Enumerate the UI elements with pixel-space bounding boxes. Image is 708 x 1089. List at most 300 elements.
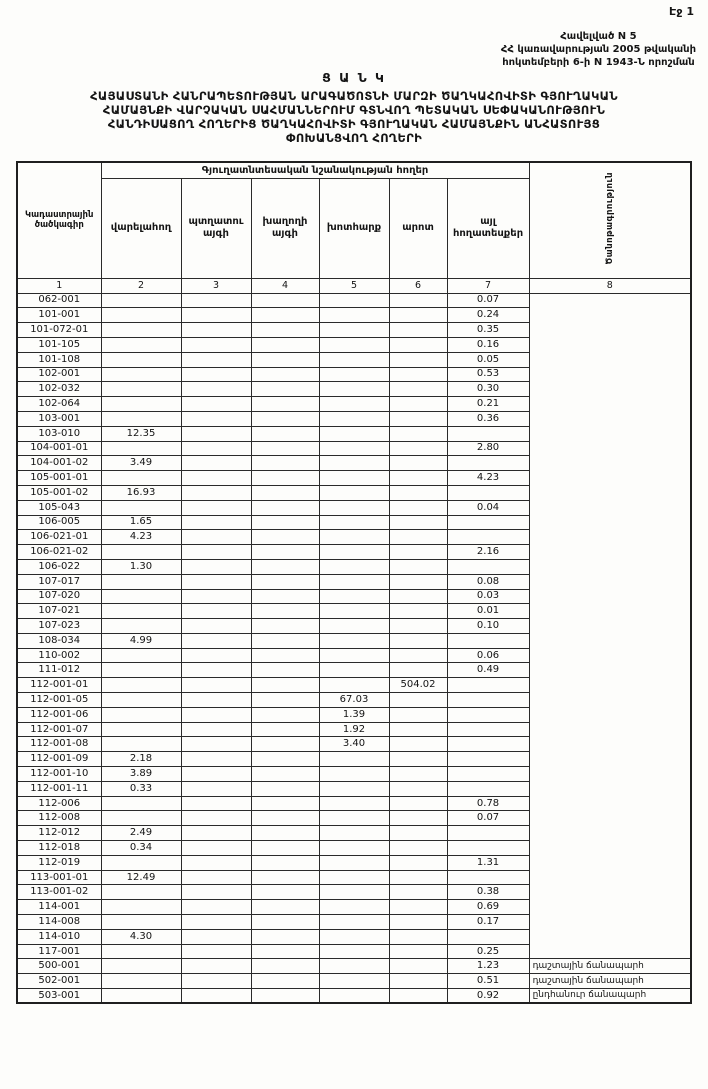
area-value-cell — [181, 604, 251, 619]
cadastral-code-cell: 114-001 — [17, 900, 101, 915]
area-value-cell: 0.30 — [447, 382, 529, 397]
annex-reference — [501, 30, 696, 69]
area-value-cell — [181, 308, 251, 323]
area-value-cell — [389, 308, 447, 323]
area-value-cell — [319, 989, 389, 1004]
note-cell — [529, 929, 691, 944]
area-value-cell — [319, 411, 389, 426]
area-value-cell — [389, 693, 447, 708]
area-value-cell — [389, 826, 447, 841]
table-row — [17, 678, 691, 693]
area-value-cell — [319, 619, 389, 634]
table-row — [17, 870, 691, 885]
area-value-cell — [389, 367, 447, 382]
area-value-cell — [251, 781, 319, 796]
area-value-cell — [181, 781, 251, 796]
area-value-cell — [389, 663, 447, 678]
area-value-cell — [181, 500, 251, 515]
area-value-cell — [319, 441, 389, 456]
column-number: 6 — [389, 278, 447, 293]
table-row — [17, 885, 691, 900]
area-value-cell — [251, 767, 319, 782]
cadastral-code-cell: 101-108 — [17, 352, 101, 367]
title-line-4: ՓՈԽԱՆՑՎՈՂ ՀՈՂԵՐԻ — [285, 131, 423, 146]
area-value-cell — [101, 308, 181, 323]
area-value-cell — [181, 352, 251, 367]
annex-line-2: ՀՀ կառավարության 2005 թվականի — [500, 44, 696, 55]
table-row — [17, 515, 691, 530]
agricultural-group-header: Գյուղատնտեսական նշանակության հողեր — [101, 162, 529, 178]
area-value-cell — [101, 604, 181, 619]
note-cell — [529, 826, 691, 841]
area-value-cell — [251, 974, 319, 989]
cadastral-code-cell: 106-022 — [17, 559, 101, 574]
cadastral-code-cell: 107-023 — [17, 619, 101, 634]
cadastral-code-header: Կադաստրային ծածկագիր — [17, 162, 101, 278]
area-value-cell — [251, 352, 319, 367]
table-row — [17, 367, 691, 382]
area-value-cell — [251, 545, 319, 560]
note-cell — [529, 870, 691, 885]
area-value-cell — [181, 737, 251, 752]
area-value-cell — [101, 959, 181, 974]
area-value-cell: 2.16 — [447, 545, 529, 560]
cadastral-code-cell: 112-012 — [17, 826, 101, 841]
area-value-cell — [181, 589, 251, 604]
column-number: 1 — [17, 278, 101, 293]
area-value-cell — [181, 633, 251, 648]
table-row — [17, 722, 691, 737]
table-row — [17, 337, 691, 352]
area-value-cell — [319, 559, 389, 574]
area-value-cell — [101, 397, 181, 412]
area-value-cell: 4.23 — [447, 471, 529, 486]
note-cell — [529, 633, 691, 648]
cadastral-code-cell: 104-001-02 — [17, 456, 101, 471]
area-value-cell — [319, 604, 389, 619]
area-value-cell: 12.49 — [101, 870, 181, 885]
area-value-cell — [251, 900, 319, 915]
area-value-cell: 0.17 — [447, 915, 529, 930]
cadastral-code-cell: 103-010 — [17, 426, 101, 441]
table-header — [17, 162, 691, 293]
area-value-cell — [181, 767, 251, 782]
area-value-cell — [101, 885, 181, 900]
area-value-cell: 1.31 — [447, 855, 529, 870]
note-cell: ընդհանուր ճանապարհ — [529, 989, 691, 1004]
area-value-cell: 1.30 — [101, 559, 181, 574]
table-row — [17, 796, 691, 811]
area-value-cell — [319, 959, 389, 974]
area-value-cell — [319, 382, 389, 397]
note-cell — [529, 456, 691, 471]
note-cell — [529, 752, 691, 767]
cadastral-code-cell: 106-021-01 — [17, 530, 101, 545]
table-row — [17, 323, 691, 338]
table-row — [17, 841, 691, 856]
area-value-cell — [251, 841, 319, 856]
table-body — [17, 293, 691, 1003]
area-value-cell — [319, 515, 389, 530]
area-value-cell — [251, 619, 319, 634]
table-row — [17, 411, 691, 426]
area-value-cell — [319, 471, 389, 486]
area-value-cell — [251, 589, 319, 604]
area-value-cell — [389, 323, 447, 338]
cadastral-code-cell: 502-001 — [17, 974, 101, 989]
area-value-cell — [251, 870, 319, 885]
area-value-cell: 0.34 — [101, 841, 181, 856]
cadastral-code-cell: 112-001-11 — [17, 781, 101, 796]
area-value-cell — [251, 471, 319, 486]
note-cell — [529, 426, 691, 441]
note-cell — [529, 485, 691, 500]
area-value-cell — [181, 382, 251, 397]
column-header-other-lands: այլ հողատեսքեր — [447, 178, 529, 278]
area-value-cell — [389, 648, 447, 663]
area-value-cell — [389, 485, 447, 500]
area-value-cell — [181, 367, 251, 382]
table-row — [17, 959, 691, 974]
cadastral-code-cell: 112-001-09 — [17, 752, 101, 767]
area-value-cell: 0.53 — [447, 367, 529, 382]
area-value-cell — [319, 781, 389, 796]
area-value-cell — [251, 500, 319, 515]
area-value-cell — [251, 485, 319, 500]
cadastral-code-cell: 102-032 — [17, 382, 101, 397]
note-cell — [529, 337, 691, 352]
area-value-cell: 2.80 — [447, 441, 529, 456]
area-value-cell — [101, 796, 181, 811]
annex-line-1: Հավելված N 5 — [560, 31, 637, 42]
area-value-cell — [319, 293, 389, 308]
table-row — [17, 471, 691, 486]
area-value-cell — [181, 811, 251, 826]
area-value-cell — [101, 323, 181, 338]
cadastral-code-cell: 112-001-10 — [17, 767, 101, 782]
note-cell — [529, 944, 691, 959]
area-value-cell: 0.49 — [447, 663, 529, 678]
area-value-cell — [319, 974, 389, 989]
area-value-cell — [447, 781, 529, 796]
area-value-cell: 0.03 — [447, 589, 529, 604]
group-header-row — [17, 162, 691, 178]
title-line-3: ՀԱՆԴԻՍԱՑՈՂ ՀՈՂԵՐԻՑ ԾԱՂԿԱՀՈՎԻՏԻ ԳՅՈՒՂԱԿԱՆ ՀԱՄԱՅՆՔԻՆ ԱՆՀԱՏՈՒՅՑ — [107, 117, 601, 132]
area-value-cell — [389, 989, 447, 1004]
table-row — [17, 485, 691, 500]
column-number: 8 — [529, 278, 691, 293]
area-value-cell — [181, 900, 251, 915]
cadastral-code-cell: 102-064 — [17, 397, 101, 412]
area-value-cell — [389, 500, 447, 515]
area-value-cell — [251, 530, 319, 545]
area-value-cell: 0.16 — [447, 337, 529, 352]
note-cell — [529, 781, 691, 796]
cadastral-code-cell: 107-017 — [17, 574, 101, 589]
cadastral-code-cell: 117-001 — [17, 944, 101, 959]
cadastral-code-cell: 112-001-06 — [17, 707, 101, 722]
area-value-cell — [319, 944, 389, 959]
area-value-cell — [319, 796, 389, 811]
area-value-cell — [389, 426, 447, 441]
area-value-cell: 16.93 — [101, 485, 181, 500]
area-value-cell — [181, 515, 251, 530]
table-row — [17, 441, 691, 456]
area-value-cell: 0.69 — [447, 900, 529, 915]
table-row — [17, 648, 691, 663]
area-value-cell — [251, 826, 319, 841]
note-cell — [529, 767, 691, 782]
area-value-cell — [389, 559, 447, 574]
area-value-cell — [181, 441, 251, 456]
area-value-cell — [447, 707, 529, 722]
area-value-cell — [389, 574, 447, 589]
area-value-cell — [389, 855, 447, 870]
cadastral-code-cell: 101-105 — [17, 337, 101, 352]
area-value-cell — [251, 574, 319, 589]
area-value-cell — [101, 663, 181, 678]
area-value-cell — [319, 885, 389, 900]
area-value-cell — [447, 826, 529, 841]
area-value-cell — [251, 293, 319, 308]
area-value-cell — [447, 559, 529, 574]
table-row — [17, 900, 691, 915]
area-value-cell — [251, 678, 319, 693]
area-value-cell — [181, 974, 251, 989]
table-row — [17, 826, 691, 841]
area-value-cell — [319, 308, 389, 323]
area-value-cell — [389, 382, 447, 397]
note-cell — [529, 663, 691, 678]
note-cell — [529, 619, 691, 634]
area-value-cell — [181, 485, 251, 500]
area-value-cell — [101, 811, 181, 826]
area-value-cell — [389, 337, 447, 352]
area-value-cell — [251, 633, 319, 648]
area-value-cell — [181, 855, 251, 870]
note-cell — [529, 411, 691, 426]
area-value-cell — [319, 323, 389, 338]
area-value-cell — [181, 648, 251, 663]
table-row — [17, 500, 691, 515]
note-cell — [529, 885, 691, 900]
note-cell — [529, 841, 691, 856]
table-row — [17, 929, 691, 944]
area-value-cell — [389, 915, 447, 930]
area-value-cell — [101, 337, 181, 352]
cadastral-code-cell: 111-012 — [17, 663, 101, 678]
area-value-cell — [101, 545, 181, 560]
table-row — [17, 811, 691, 826]
cadastral-code-cell: 101-001 — [17, 308, 101, 323]
area-value-cell — [251, 648, 319, 663]
area-value-cell — [319, 826, 389, 841]
area-value-cell — [389, 530, 447, 545]
cadastral-code-cell: 107-021 — [17, 604, 101, 619]
area-value-cell — [447, 841, 529, 856]
area-value-cell — [181, 397, 251, 412]
area-value-cell — [181, 337, 251, 352]
area-value-cell — [181, 752, 251, 767]
table-row — [17, 530, 691, 545]
area-value-cell — [389, 781, 447, 796]
table-row — [17, 352, 691, 367]
area-value-cell — [389, 633, 447, 648]
table-row — [17, 693, 691, 708]
area-value-cell — [181, 456, 251, 471]
area-value-cell — [447, 722, 529, 737]
area-value-cell — [447, 456, 529, 471]
note-cell — [529, 500, 691, 515]
area-value-cell: 0.07 — [447, 293, 529, 308]
area-value-cell — [389, 707, 447, 722]
area-value-cell — [251, 707, 319, 722]
area-value-cell — [181, 619, 251, 634]
area-value-cell — [319, 767, 389, 782]
land-parcels-table — [16, 161, 692, 1004]
area-value-cell — [251, 796, 319, 811]
area-value-cell — [447, 767, 529, 782]
area-value-cell — [389, 589, 447, 604]
cadastral-code-cell: 106-005 — [17, 515, 101, 530]
area-value-cell — [319, 456, 389, 471]
annex-line-3: հոկտեմբերի 6-ի N 1943-Ն որոշման — [502, 57, 695, 68]
table-row — [17, 619, 691, 634]
note-cell — [529, 530, 691, 545]
area-value-cell — [251, 411, 319, 426]
area-value-cell: 0.38 — [447, 885, 529, 900]
area-value-cell — [181, 530, 251, 545]
area-value-cell: 67.03 — [319, 693, 389, 708]
area-value-cell — [101, 648, 181, 663]
area-value-cell — [181, 471, 251, 486]
area-value-cell — [389, 974, 447, 989]
area-value-cell — [251, 944, 319, 959]
cadastral-code-cell: 062-001 — [17, 293, 101, 308]
note-cell — [529, 515, 691, 530]
cadastral-code-cell: 105-043 — [17, 500, 101, 515]
area-value-cell — [101, 737, 181, 752]
note-cell — [529, 737, 691, 752]
cadastral-code-cell: 112-001-08 — [17, 737, 101, 752]
area-value-cell — [319, 367, 389, 382]
area-value-cell — [101, 722, 181, 737]
area-value-cell — [181, 545, 251, 560]
area-value-cell — [447, 737, 529, 752]
area-value-cell: 12.35 — [101, 426, 181, 441]
area-value-cell — [319, 426, 389, 441]
column-header-arable: վարելահող — [101, 178, 181, 278]
area-value-cell — [251, 989, 319, 1004]
area-value-cell — [101, 352, 181, 367]
area-value-cell — [181, 870, 251, 885]
area-value-cell — [251, 441, 319, 456]
area-value-cell — [181, 559, 251, 574]
area-value-cell — [389, 397, 447, 412]
area-value-cell — [181, 959, 251, 974]
area-value-cell — [389, 959, 447, 974]
note-cell — [529, 707, 691, 722]
area-value-cell — [319, 633, 389, 648]
area-value-cell — [389, 293, 447, 308]
area-value-cell — [181, 885, 251, 900]
area-value-cell — [181, 426, 251, 441]
area-value-cell: 0.05 — [447, 352, 529, 367]
area-value-cell — [447, 929, 529, 944]
area-value-cell — [251, 515, 319, 530]
area-value-cell — [447, 678, 529, 693]
area-value-cell — [319, 337, 389, 352]
cadastral-code-cell: 112-001-07 — [17, 722, 101, 737]
table-row — [17, 767, 691, 782]
column-number: 5 — [319, 278, 389, 293]
area-value-cell — [181, 574, 251, 589]
area-value-cell — [251, 456, 319, 471]
area-value-cell — [389, 411, 447, 426]
area-value-cell — [101, 900, 181, 915]
cadastral-code-cell: 112-018 — [17, 841, 101, 856]
cadastral-code-cell: 104-001-01 — [17, 441, 101, 456]
area-value-cell — [251, 559, 319, 574]
area-value-cell — [101, 915, 181, 930]
area-value-cell — [319, 574, 389, 589]
area-value-cell — [447, 426, 529, 441]
note-cell: դաշտային ճանապարհ — [529, 974, 691, 989]
area-value-cell — [389, 752, 447, 767]
table-row — [17, 752, 691, 767]
area-value-cell — [101, 382, 181, 397]
area-value-cell — [181, 693, 251, 708]
area-value-cell — [319, 589, 389, 604]
area-value-cell — [101, 411, 181, 426]
area-value-cell — [389, 545, 447, 560]
column-header-hayfield: խոտհարք — [319, 178, 389, 278]
cadastral-code-cell: 107-020 — [17, 589, 101, 604]
area-value-cell — [251, 382, 319, 397]
area-value-cell — [389, 944, 447, 959]
note-cell — [529, 397, 691, 412]
cadastral-code-cell: 112-001-05 — [17, 693, 101, 708]
area-value-cell — [447, 693, 529, 708]
title-heading: Ց Ա Ն Կ — [322, 70, 386, 85]
note-cell — [529, 352, 691, 367]
area-value-cell: 0.35 — [447, 323, 529, 338]
area-value-cell — [251, 811, 319, 826]
note-cell — [529, 796, 691, 811]
area-value-cell: 0.10 — [447, 619, 529, 634]
note-header — [529, 162, 691, 278]
note-cell — [529, 648, 691, 663]
area-value-cell — [447, 515, 529, 530]
cadastral-code-cell: 113-001-02 — [17, 885, 101, 900]
area-value-cell: 3.49 — [101, 456, 181, 471]
column-number: 2 — [101, 278, 181, 293]
area-value-cell — [319, 500, 389, 515]
area-value-cell — [181, 707, 251, 722]
area-value-cell — [101, 500, 181, 515]
area-value-cell — [447, 485, 529, 500]
area-value-cell: 0.78 — [447, 796, 529, 811]
area-value-cell — [389, 619, 447, 634]
table-row — [17, 944, 691, 959]
note-header-label: Ծանոթագրություն — [604, 172, 615, 265]
column-header-orchard: պտղատու այգի — [181, 178, 251, 278]
area-value-cell — [251, 337, 319, 352]
area-value-cell: 0.21 — [447, 397, 529, 412]
area-value-cell — [101, 367, 181, 382]
area-value-cell — [319, 397, 389, 412]
area-value-cell: 2.49 — [101, 826, 181, 841]
